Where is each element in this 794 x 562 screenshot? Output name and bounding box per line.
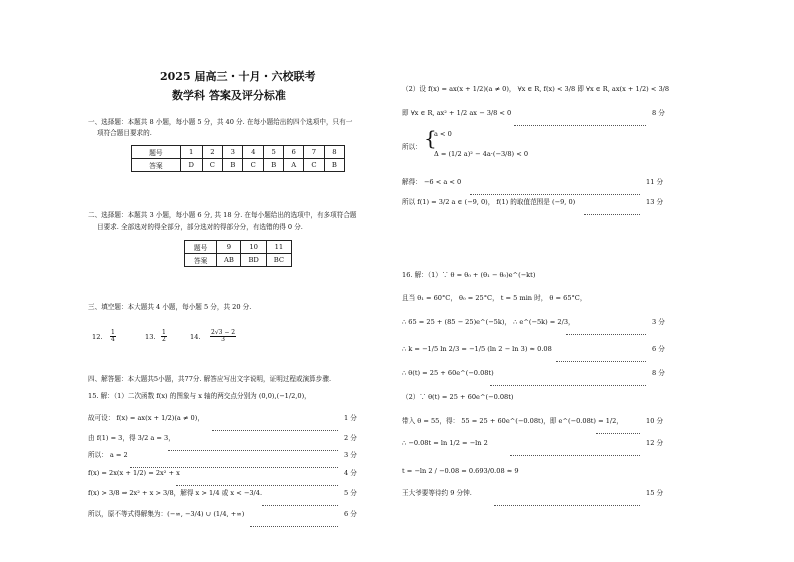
answer-12-label: 12. [92,333,103,341]
table-cell: BC [266,254,291,267]
dotted-leader [262,493,338,512]
table-cell: 题号 [185,241,217,254]
sec2-answer-table [184,240,292,267]
score-label: 6 分 [652,345,665,353]
q15-line4: 所以： a = 2 [88,451,128,459]
score-label: 5 分 [344,489,357,497]
table-cell: 9 [217,241,241,254]
sec2-heading-cont: 目要求. 全部选对的得全部分，部分选对的得部分分，有选错的得 0 分. [97,223,303,231]
fraction-denominator: 4 [111,336,115,343]
dotted-leader [596,421,640,440]
q15-line5: f(x) = 2x(x + 1/2) = 2x² + x [88,469,180,477]
q16-part2: （2）∵ θ(t) = 25 + 60e^(−0.08t) [402,393,514,401]
table-cell: B [324,159,344,172]
page-subtitle: 数学科 答案及评分标准 [172,89,286,102]
sec1-answer-table [131,145,345,172]
table-cell: 6 [284,146,304,159]
table-cell: C [243,159,264,172]
score-label: 1 分 [344,414,357,422]
q16-line1: 16. 解：（1）∵ θ = θ₀ + (θ₁ − θ₀)e^(−kt) [402,271,536,279]
score-label: 11 分 [646,178,664,186]
table-row [132,146,345,159]
system-eq1: a < 0 [434,130,452,138]
score-label: 12 分 [646,439,664,447]
q15-2-range: 所以 f(1) = 3/2 a ∈ (−9, 0)， f(1) 的取值范围是 (−9, 0) [402,198,576,206]
table-cell: 答案 [185,254,217,267]
q15-line3: 由 f(1) = 3，得 3/2 a = 3， [88,434,175,442]
dotted-leader [510,443,640,462]
sec1-heading-cont: 项符合题目要求的. [97,129,152,137]
sec4-heading: 四、解答题：本大题共5小题，共77分. 解答应写出文字说明，证明过程或演算步骤. [88,375,332,383]
q15-line7: 所以，原不等式得解集为：(−∞, −3/4) ∪ (1/4, +∞) [88,510,245,518]
q16-line4: ∴ k = −1/5 ln 2/3 = −1/5 (ln 2 − ln 3) ≈ 0.08 [402,345,552,353]
answer-13-value [161,326,167,345]
table-cell: 2 [202,146,223,159]
score-label: 6 分 [344,510,357,518]
dotted-leader [494,493,640,512]
table-cell: 10 [241,241,266,254]
table-row [185,254,292,267]
q15-2-line1: （2）设 f(x) = ax(x + 1/2)(a ≠ 0)， ∀x ∈ R, f(x) < 3/8 即 ∀x ∈ R, ax(x + 1/2) < 3/8 [402,85,670,93]
table-cell: 8 [324,146,344,159]
score-label: 4 分 [344,469,357,477]
answer-14-label: 14. [190,333,201,341]
table-cell: 7 [304,146,325,159]
sec2-heading: 二、选择题：本题共 3 小题，每小题 6 分, 共 18 分. 在每小题给出的选项中，有多项符合题 [88,211,357,219]
q16-line9: 王大爷要等待约 9 分钟. [402,489,472,497]
dotted-leader [556,349,646,368]
fraction-numerator: 1 [162,329,166,336]
page-title: 2025 届高三・十月・六校联考 [160,70,316,83]
q15-line1: 15. 解：（1）二次函数 f(x) 的图象与 x 轴的两交点分别为 (0,0),(−1/2,0)， [88,392,311,400]
score-label: 13 分 [646,198,664,206]
table-cell: AB [217,254,241,267]
table-cell: 1 [180,146,202,159]
fraction-denominator: 2 [162,336,166,343]
q15-2-solve: 解得： −6 < a < 0 [402,178,462,186]
fraction-numerator: 1 [111,329,115,336]
q16-line8: t = −ln 2 / −0.08 = 0.693/0.08 ≈ 9 [402,467,519,475]
table-cell: 5 [264,146,284,159]
sec3-heading: 三、填空题：本大题共 4 小题，每小题 5 分，共 20 分. [88,303,252,311]
score-label: 3 分 [652,318,665,326]
q16-line2: 且当 θ₁ = 60°C， θ₀ = 25°C， t = 5 min 时， θ = 65°C， [402,294,587,302]
dotted-leader [514,113,646,132]
score-label: 15 分 [646,489,664,497]
dotted-leader [212,418,338,437]
answer-14-value [210,326,236,345]
dotted-leader [584,202,640,221]
q16-line6: 带入 θ = 55，得： 55 = 25 + 60e^(−0.08t)，即 e^(−0.08t) = 1/2， [402,417,623,425]
table-cell: 4 [243,146,264,159]
dotted-leader [566,322,646,341]
table-cell: 11 [266,241,291,254]
table-row [185,241,292,254]
table-cell: A [284,159,304,172]
q16-line7: ∴ −0.08t = ln 1/2 = −ln 2 [402,439,488,447]
answer-13-label: 13. [145,333,156,341]
score-label: 8 分 [652,109,665,117]
table-cell: B [264,159,284,172]
score-label: 8 分 [652,369,665,377]
table-cell: C [304,159,325,172]
q15-line2: 故可设： f(x) = ax(x + 1/2)(a ≠ 0)， [88,414,204,422]
table-cell: C [202,159,223,172]
table-cell: 3 [223,146,243,159]
score-label: 2 分 [344,434,357,442]
dotted-leader [490,373,646,392]
table-cell: D [180,159,202,172]
table-cell: B [223,159,243,172]
fraction-denominator: 3 [221,336,225,343]
q15-2-line2: 即 ∀x ∈ R, ax² + 1/2 ax − 3/8 < 0 [402,109,512,117]
score-label: 10 分 [646,417,664,425]
score-label: 3 分 [344,451,357,459]
system-eq2: Δ = (1/2 a)² − 4a·(−3/8) < 0 [434,150,529,158]
q15-line6: f(x) > 3/8 ⇒ 2x² + x > 3/8，解得 x > 1/4 或 x < −3/4. [88,489,263,497]
table-row [132,159,345,172]
dotted-leader [250,514,338,533]
sec1-heading: 一、选择题：本题共 8 小题，每小题 5 分，共 40 分. 在每小题给出的四个选项中，只有一 [88,118,353,126]
answer-12-value [110,326,116,345]
table-cell: 题号 [132,146,181,159]
q16-line5: ∴ θ(t) = 25 + 60e^(−0.08t) [402,369,494,377]
system-brace: { [424,126,437,150]
table-cell: 答案 [132,159,181,172]
q15-2-so: 所以： [402,143,422,151]
q16-line3: ∴ 65 = 25 + (85 − 25)e^(−5k)， ∴ e^(−5k) = 2/3， [402,318,575,326]
fraction-numerator: 2√3 − 2 [211,329,236,336]
table-cell: BD [241,254,266,267]
